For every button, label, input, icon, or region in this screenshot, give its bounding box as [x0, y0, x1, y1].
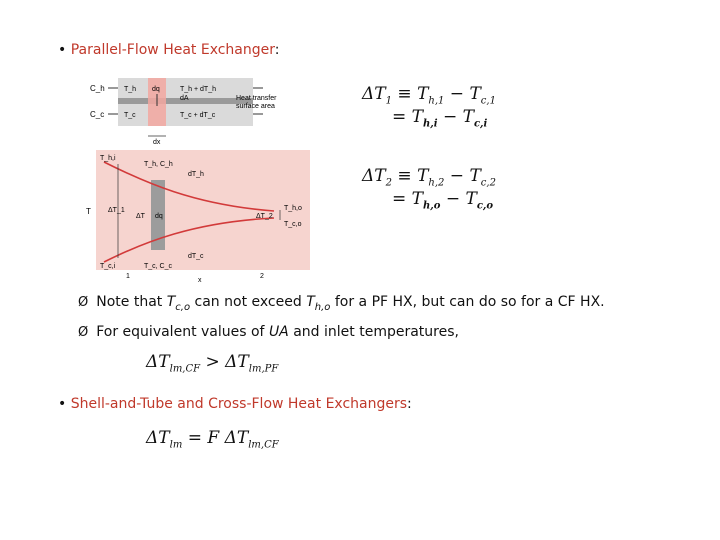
label-dt1: ΔT_1	[108, 207, 125, 214]
note-equivalent-ua: Ø For equivalent values of UA and inlet temperatures,	[78, 324, 459, 340]
diagram-background	[96, 150, 310, 270]
label-th-out: T_h,o	[284, 205, 302, 212]
note-outlet-temperature: Ø Note that $T_{c,o}$ can not exceed $T_{h,o}$ for a PF HX, but can do so for a CF HX.	[78, 294, 605, 313]
bullet-symbol: •	[58, 42, 67, 58]
equation-lmtd-compare: $\Delta T_{lm,CF} > \Delta T_{lm,PF}$	[146, 352, 279, 375]
label-th: T_h	[124, 86, 137, 93]
label-dq-strip: dq	[155, 213, 163, 220]
label-t-axis: T	[86, 207, 91, 216]
equation-dt1-inlet: = $T_{h,i} - T_{c,i}$	[392, 107, 488, 130]
label-tc-out: T_c,o	[284, 221, 302, 228]
equation-correction-factor: $\Delta T_{lm} = F$ $\Delta T_{lm,CF}$	[146, 428, 279, 451]
equation-dt2-outlet: = $T_{h,o} - T_{c,o}$	[392, 189, 494, 212]
label-delta-t: ΔT	[136, 213, 145, 220]
label-x1: 1	[126, 273, 130, 280]
label-tc-dtc: T_c + dT_c	[180, 112, 216, 119]
heading-shell-and-tube: Shell-and-Tube and Cross-Flow Heat Exchangers	[70, 396, 408, 412]
label-tc-cc: T_c, C_c	[144, 263, 173, 270]
heading-colon: :	[274, 42, 280, 58]
label-tc: T_c	[124, 112, 136, 119]
heading-parallel-flow: Parallel-Flow Heat Exchanger	[70, 42, 275, 58]
label-dt2: ΔT_2	[256, 213, 273, 220]
label-dx: dx	[153, 139, 161, 146]
equation-dt2-def: $\Delta T_2 \equiv T_{h,2} - T_{c,2}$	[362, 166, 496, 189]
heading-colon: :	[407, 396, 412, 412]
label-dq: dq	[152, 86, 160, 93]
bullet-shell-and-tube	[58, 396, 412, 412]
label-heat-transfer: Heat transfer	[236, 95, 277, 102]
equation-dt1-def: $\Delta T_1 \equiv T_{h,1} - T_{c,1}$	[362, 84, 496, 107]
arrow-bullet-icon: Ø	[78, 325, 89, 340]
label-th-in: T_h,i	[100, 155, 116, 162]
label-th-ch: T_h, C_h	[144, 161, 173, 168]
label-dtc: dT_c	[188, 253, 204, 260]
label-th-dth: T_h + dT_h	[180, 86, 216, 93]
label-da: dA	[180, 95, 189, 102]
bullet-symbol: •	[58, 396, 67, 412]
tube-schematic-figure	[88, 70, 288, 146]
label-surface-area: surface area	[236, 103, 275, 110]
label-tc-in: T_c,i	[100, 263, 116, 270]
label-cc: C_c	[90, 110, 105, 119]
label-dth: dT_h	[188, 171, 204, 178]
label-x2: 2	[260, 273, 264, 280]
bullet-parallel-flow	[58, 42, 279, 58]
arrow-bullet-icon: Ø	[78, 295, 89, 310]
temperature-distribution-figure	[84, 150, 310, 282]
label-ch: C_h	[90, 84, 105, 93]
label-x-axis: x	[198, 277, 202, 282]
